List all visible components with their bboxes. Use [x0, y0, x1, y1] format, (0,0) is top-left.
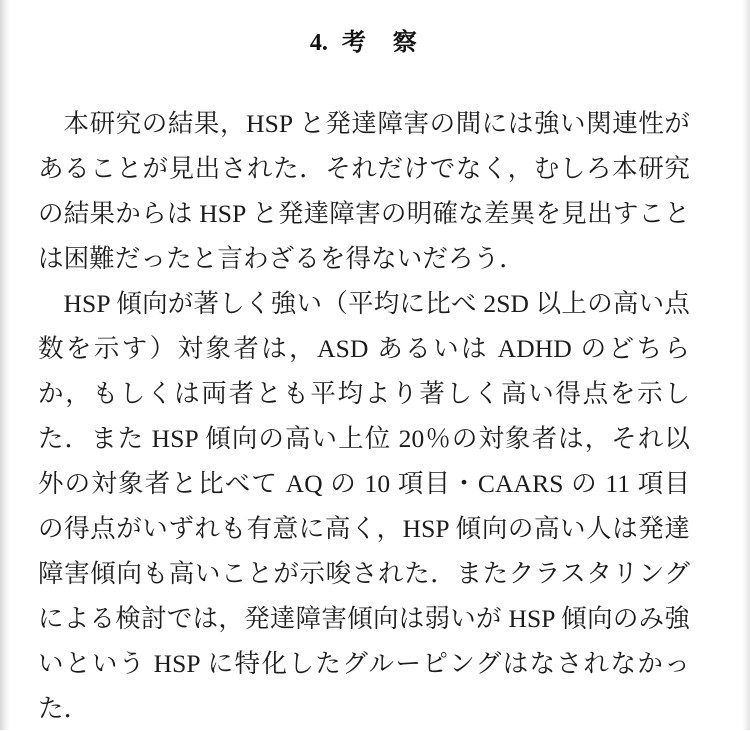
section-heading-title: 考 察 [341, 30, 419, 56]
paragraph: HSP 傾向が著しく強い（平均に比べ 2SD 以上の高い点数を示す）対象者は，ASD あるいは ADHD のどちらか，もしくは両者とも平均より著しく高い得点を示した．また HSP 傾向の高い上位 20％の対象者は，それ以外の対象者と比べて AQ の 10 項目・CAARS の 11 項目の得点がいずれも有意に高く，HSP 傾向の高い人は発達障害傾向も高いことが示唆された．またクラスタリングによる検討では，発達障害傾向は弱いが HSP 傾向のみ強いという HSP に特化したグルーピングはなされなかった． [38, 289, 690, 723]
paragraph: 本研究の結果，HSP と発達障害の間には強い関連性があることが見出された．それだけでなく，むしろ本研究の結果からは HSP と発達障害の明確な差異を見出すことは困難だったと言わざるを得ないだろう． [38, 109, 690, 273]
section-heading [38, 22, 690, 57]
body-text-block [38, 101, 690, 731]
section-heading-number: 4. [309, 30, 328, 56]
